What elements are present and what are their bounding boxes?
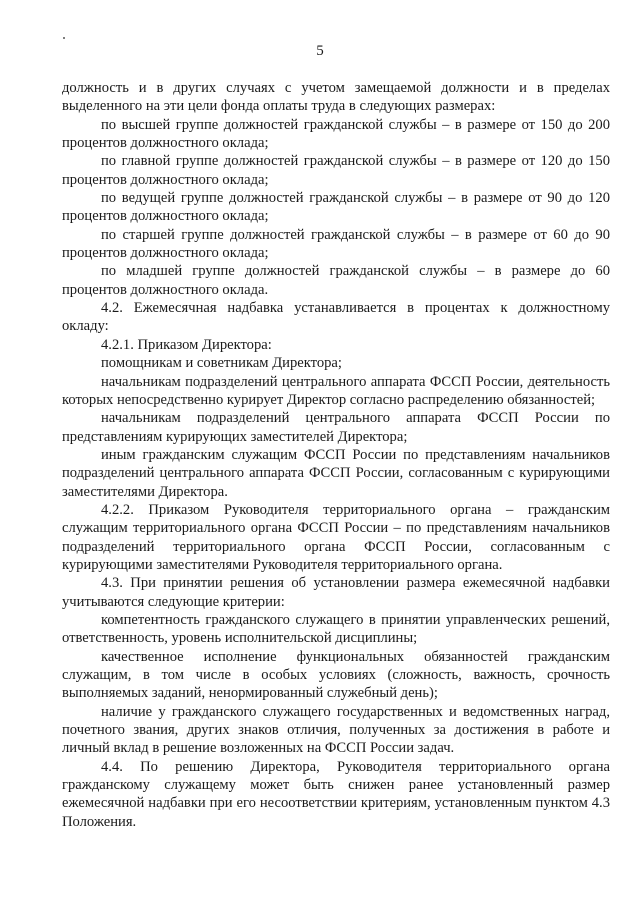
paragraph: помощникам и советникам Директора; [101,355,342,372]
paragraph: по ведущей группе должностей гражданской службы – в размере от 90 до 120 процентов должностного оклада; [62,190,610,225]
paragraph: должность и в других случаях с учетом замещаемой должности и в пределах выделенного на эти цели фонда оплаты труда в следующих размерах: [62,80,610,115]
document-body [62,79,610,831]
paragraph: по высшей группе должностей гражданской службы – в размере от 150 до 200 процентов должностного оклада; [62,116,610,152]
page-number: 5 [316,43,324,59]
paragraph: 4.2.2. Приказом Руководителя территориального органа – гражданским служащим территориального органа ФССП России – по представлениям начальников подразделений территориального органа ФССП России, согласованным с курирующими заместителями Руководителя территориального органа. [62,501,610,573]
paragraph: 4.4. По решению Директора, Руководителя территориального органа гражданскому служащему может быть снижен ранее установленный размер ежемесячной надбавки при его несоответствии критериям, установленным пунктом 4.3 Положения. [62,758,610,830]
paragraph: качественное исполнение функциональных обязанностей гражданским служащим, в том числе в особых условиях (сложность, важность, срочность выполняемых заданий, ненормированный служебный день); [62,648,610,702]
paragraph: по главной группе должностей гражданской службы – в размере от 120 до 150 процентов должностного оклада; [62,153,610,188]
paragraph: компетентность гражданского служащего в принятии управленческих решений, ответственность, уровень исполнительской дисциплины; [62,611,610,647]
scan-speck [63,37,65,39]
paragraph: 4.3. При принятии решения об установлении размера ежемесячной надбавки учитываются следующие критерии: [62,575,610,610]
paragraph: начальникам подразделений центрального аппарата ФССП России, деятельность которых непосредственно курирует Директор согласно распределению обязанностей; [62,373,610,408]
paragraph: по младшей группе должностей гражданской службы – в размере до 60 процентов должностного оклада. [62,263,610,298]
paragraph: наличие у гражданского служащего государственных и ведомственных наград, почетного звания, других знаков отличия, полученных за достижения в работе и личный вклад в решение возложенных на ФССП России задач. [62,703,610,757]
paragraph: иным гражданским служащим ФССП России по представлениям начальников подразделений центрального аппарата ФССП России, согласованным с курирующими заместителями Директора. [62,446,610,500]
paragraph: 4.2. Ежемесячная надбавка устанавливается в процентах к должностному окладу: [62,300,610,335]
paragraph: начальникам подразделений центрального аппарата ФССП России по представлениям курирующих заместителей Директора; [62,410,610,445]
paragraph: 4.2.1. Приказом Директора: [101,336,272,353]
paragraph: по старшей группе должностей гражданской службы – в размере от 60 до 90 процентов должностного оклада; [62,226,610,262]
